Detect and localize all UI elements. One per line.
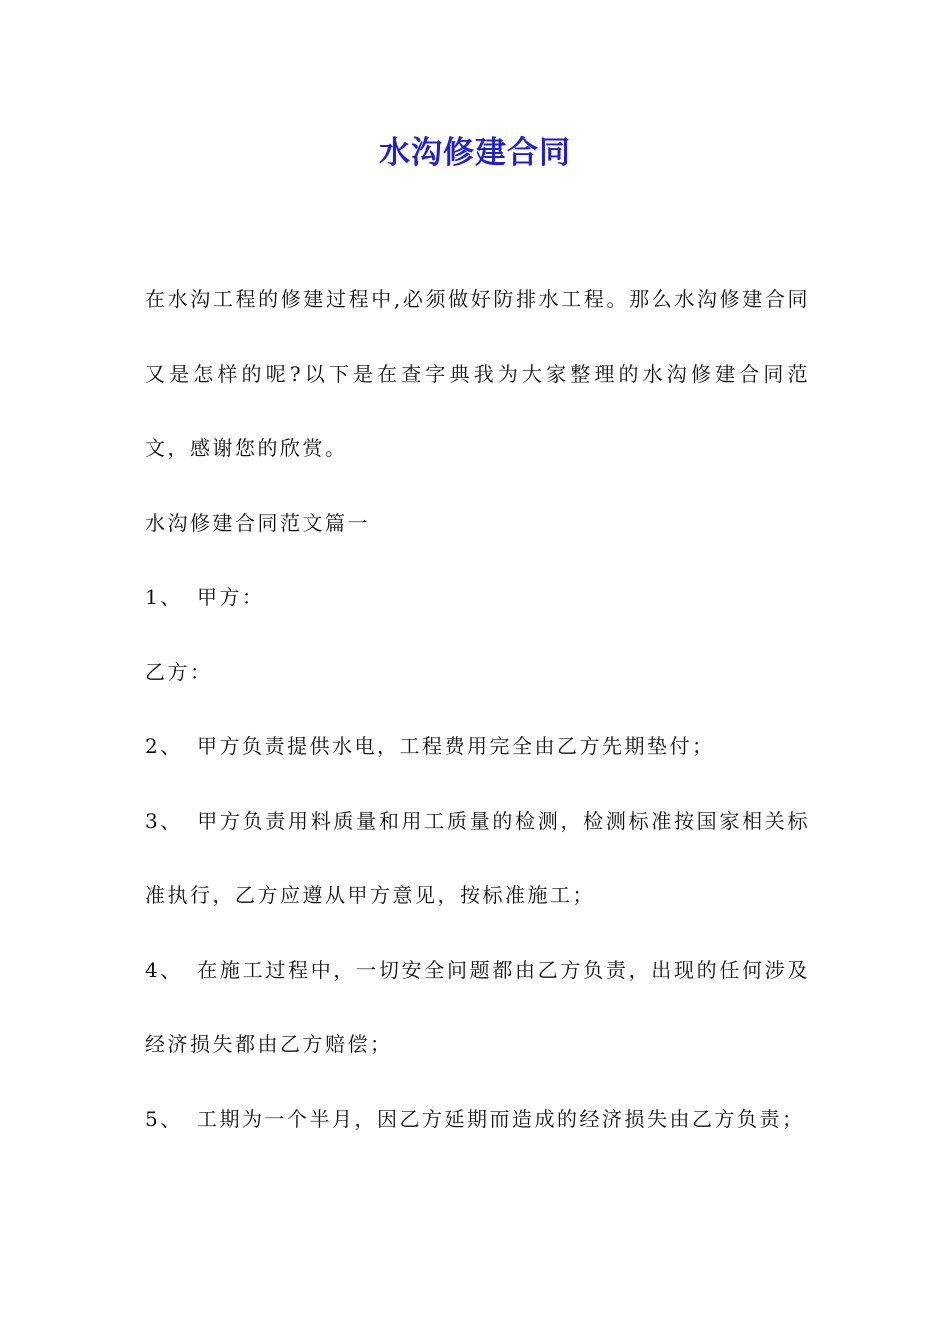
clause-text: 乙方： <box>145 659 213 684</box>
clause-4 <box>145 933 810 1082</box>
clause-3 <box>145 784 810 933</box>
clause-text: 甲方： <box>197 585 265 609</box>
document-title: 水沟修建合同 <box>379 135 571 171</box>
clause-party-b <box>145 635 810 710</box>
clause-5 <box>145 1082 810 1157</box>
clause-number: 1、 <box>145 585 183 609</box>
clause-text: 甲方负责提供水电，工程费用完全由乙方先期垫付； <box>197 734 715 758</box>
document-body <box>145 262 810 1156</box>
clause-2 <box>145 709 810 784</box>
clause-number: 2、 <box>145 734 183 758</box>
clause-number: 5、 <box>145 1106 183 1131</box>
clause-1 <box>145 560 810 635</box>
section-heading: 水沟修建合同范文篇一 <box>145 510 370 535</box>
clause-text: 工期为一个半月，因乙方延期而造成的经济损失由乙方负责； <box>197 1106 805 1131</box>
clause-number: 4、 <box>145 957 183 982</box>
clause-number: 3、 <box>145 808 183 833</box>
clause-text: 甲方负责用料质量和用工质量的检测，检测标准按国家相关标准执行，乙方应遵从甲方意见，按标准施工； <box>145 808 810 907</box>
intro-paragraph: 在水沟工程的修建过程中,必须做好防排水工程。那么水沟修建合同又是怎样的呢?以下是在查字典我为大家整理的水沟修建合同范文，感谢您的欣赏。 <box>145 287 810 460</box>
clause-text: 在施工过程中，一切安全问题都由乙方负责，出现的任何涉及经济损失都由乙方赔偿； <box>145 957 810 1056</box>
